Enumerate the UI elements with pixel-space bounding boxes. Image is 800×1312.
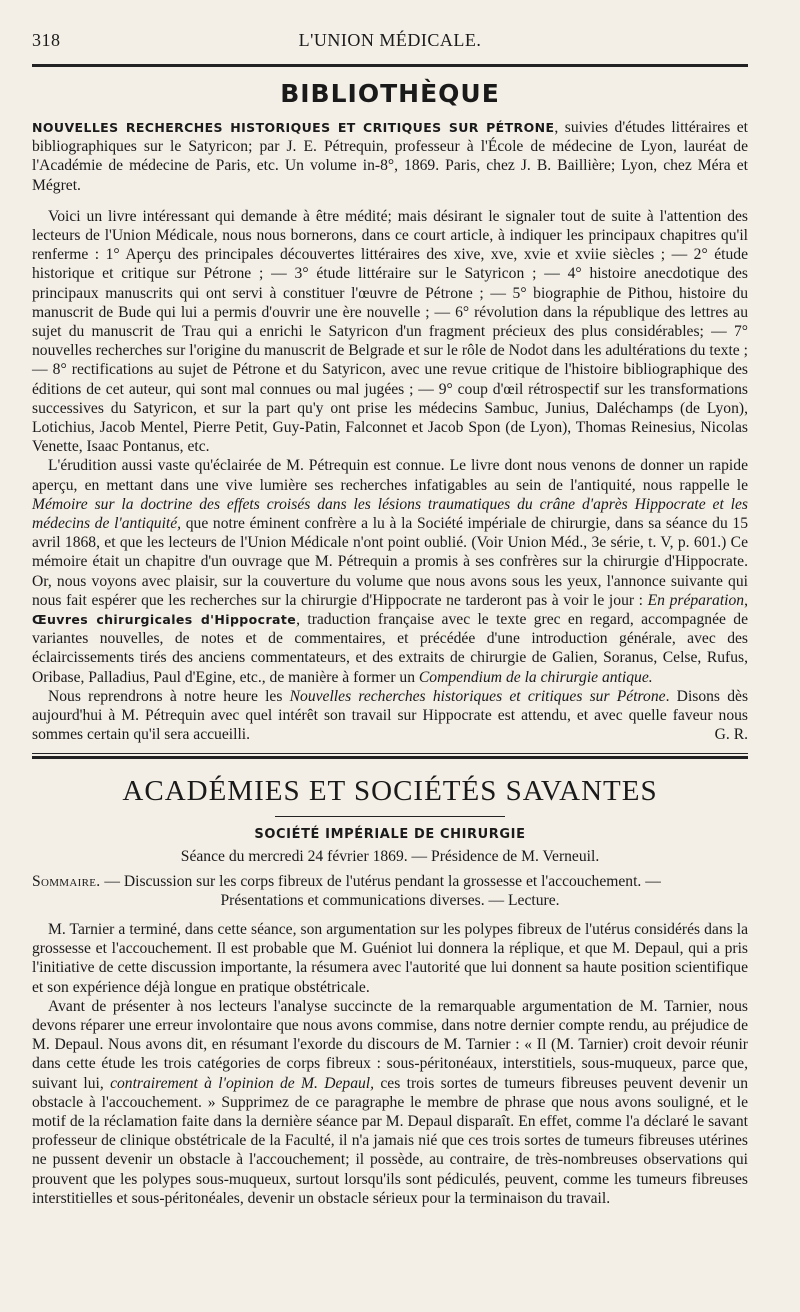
- review-paragraph-3: [32, 687, 748, 745]
- book-title: NOUVELLES RECHERCHES HISTORIQUES ET CRITIQUES SUR PÉTRONE: [32, 120, 555, 135]
- header-rule: [32, 64, 748, 67]
- compendium-title: Compendium de la chirurgie antique.: [418, 668, 653, 686]
- report-text: ces trois sortes de tumeurs fibreuses peuvent devenir un obstacle à l'accouchement. » Supprimez de ce paragraphe le membre de phrase que nous avons souligné, et le motif de la réclamation faite dans la dernière séance par M. Depaul disparaît. En effet, comme l'a déclaré le savant professeur de clinique obstétricale de la Faculté, il n'a jamais nié que ces trois sortes de tumeurs fibreuses utérines ne pussent devenir un obstacle à l'accouchement; il possède, au contraire, de très-nombreuses observations qui prouvent que les polypes sous-muqueux, surtout lorsqu'ils sont pédiculés, peuvent, comme les tumeurs fibreuses interstitielles et sous-péritonéales, devenir un obstacle sérieux pour la terminaison du travail.: [32, 1074, 748, 1207]
- oeuvres-title: Œuvres chirurgicales d'Hippocrate: [32, 612, 297, 628]
- memoire-title: Mémoire sur la doctrine des effets croisés dans les lésions traumatiques du crâne d'après Hippocrate et les médecins de l'antiquité,: [32, 495, 748, 533]
- preparation-note: En préparation: [647, 591, 745, 609]
- book-details: , suivies d'études littéraires et bibliographiques sur le Satyricon; par J. E. Pétrequin, professeur à l'École de médecine de Lyon, lauréat de l'Académie de médecine de Paris, etc. Un volume in-8°, 1869. Paris, chez J. B. Baillière; Lyon, chez Méra et Mégret.: [32, 119, 748, 194]
- society-title: SOCIÉTÉ IMPÉRIALE DE CHIRURGIE: [254, 826, 526, 842]
- summary-text-continued: Présentations et communications diverses. — Lecture.: [220, 891, 560, 909]
- page-number: 318: [32, 30, 61, 50]
- review-text: , traduction française avec le texte grec en regard, accompagnée de variantes nouvelles, de notes et de commentaires, et précédée d'une introduction générale, avec des éclaircissements tirés des anciens commentateurs, et des extraits de chirurgie de Galien, Soranus, Celse, Rufus, Oribase, Palladius, Paul d'Egine, etc., de manière à former un: [32, 611, 748, 686]
- running-head: [32, 30, 748, 54]
- session-line: Séance du mercredi 24 février 1869. — Présidence de M. Verneuil.: [180, 847, 600, 865]
- author-signature: G. R.: [714, 726, 748, 744]
- review-text: ,: [744, 591, 748, 609]
- session-summary: [32, 872, 748, 910]
- review-paragraph-2: [32, 456, 748, 686]
- heading-underline: [275, 816, 505, 817]
- book-reference: [32, 118, 748, 195]
- recherches-title: Nouvelles recherches historiques et critiques sur Pétrone: [289, 687, 666, 705]
- section-heading-academies: ACADÉMIES ET SOCIÉTÉS SAVANTES: [122, 774, 658, 807]
- review-text: Nous reprendrons à notre heure les: [48, 687, 290, 705]
- underlined-phrase: contrairement à l'opinion de M. Depaul,: [110, 1074, 375, 1092]
- review-paragraph-1: Voici un livre intéressant qui demande à être médité; mais désirant le signaler tout de suite à l'attention des lecteurs de l'Union Médicale, nous nous bornerons, dans ce court article, à indiquer les principaux chapitres qu'il renferme : 1° Aperçu des principales découvertes littéraires des xive, xve, xvie et xviie siècles ; — 2° étude historique et critique sur Pétrone ; — 3° étude littéraire sur le Satyricon ; — 4° histoire anecdotique des principaux manuscrits qui ont servi à constituer l'œuvre de Pétrone ; — 5° biographie de Pithou, histoire du manuscrit de Bude qui lui a permis d'ouvrir une ère nouvelle ; — 6° révolution dans la république des lettres au sujet du manuscrit de Trau qui a enrichi le Satyricon d'un fragment précieux des plus considérables; — 7° nouvelles recherches sur l'origine du manuscrit de Belgrade et sur le rôle de Nodot dans les adultérations du texte ; — 8° rectifications au sujet de Pétrone et du Satyricon, avec une revue critique de l'histoire bibliographique des éditions de cet auteur, qui sont mal connues ou mal jugées ; — 9° coup d'œil rétrospectif sur les transformations successives du Satyricon, et sur la part qu'y ont prise les médecins Sambuc, Junius, Daléchamps (de Lyon), Lotichius, Jacob Mentel, Pierre Petit, Guy-Patin, Falconnet et Jacob Spon (de Lyon), Thomas Reinesius, Nicolas Venette, Isaac Pontanus, etc.: [32, 207, 748, 456]
- journal-title: L'UNION MÉDICALE.: [298, 30, 482, 50]
- section-separator: [32, 753, 748, 759]
- review-text: L'érudition aussi vaste qu'éclairée de M. Pétrequin est connue. Le livre dont nous venons de donner un rapide aperçu, en mettant dans une vive lumière ses recherches infatigables au sein de l'antiquité, nous rappelle le: [32, 457, 748, 494]
- summary-text: — Discussion sur les corps fibreux de l'utérus pendant la grossesse et l'accouchement. —: [100, 872, 661, 890]
- review-text: . Disons dès aujourd'hui à M. Pétrequin avec quel intérêt son travail sur Hippocrate est attendu, et avec quelle faveur nous sommes certain qu'il sera accueilli.: [32, 687, 749, 744]
- report-paragraph-2: [32, 997, 748, 1208]
- review-text: que notre éminent confrère a lu à la Société impériale de chirurgie, dans sa séance du 15 avril 1868, et que les lecteurs de l'Union Médicale n'ont point oublié. (Voir Union Méd., 3e série, t. V, p. 601.) Ce mémoire était un chapitre d'un ouvrage que M. Pétrequin a promis à ses confrères sur la chirurgie d'Hippocrate. Or, nous voyons avec plaisir, sur la couverture du volume que nous avons sous les yeux, l'annonce suivante qui nous fait espérer que les recherches sur la chirurgie d'Hippocrate ne tarderont pas à voir le jour :: [32, 515, 748, 609]
- section-heading-bibliotheque: BIBLIOTHÈQUE: [280, 79, 500, 108]
- report-paragraph-1: M. Tarnier a terminé, dans cette séance, son argumentation sur les polypes fibreux de l'utérus considérés dans la grossesse et l'accouchement. Il est probable que M. Guéniot lui donnera la réplique, et que M. Depaul, qui a pris l'initiative de cette discussion importante, la résumera avec l'autorité que lui donnent sa haute position scientifique et son expérience déjà longue en pratique obstétricale.: [32, 920, 748, 996]
- report-text: Avant de présenter à nos lecteurs l'analyse succincte de la remarquable argumentation de M. Tarnier, nous devons réparer une erreur involontaire que nous avons commise, dans notre dernier compte rendu, au préjudice de M. Depaul. Nous avons dit, en résumant l'exorde du discours de M. Tarnier : « Il (M. Tarnier) croit devoir réunir dans cette étude les trois catégories de corps fibreux : sous-péritonéaux, interstitiels, sous-muqueux, parce que, suivant lui,: [32, 997, 748, 1092]
- summary-label: Sommaire.: [32, 872, 101, 890]
